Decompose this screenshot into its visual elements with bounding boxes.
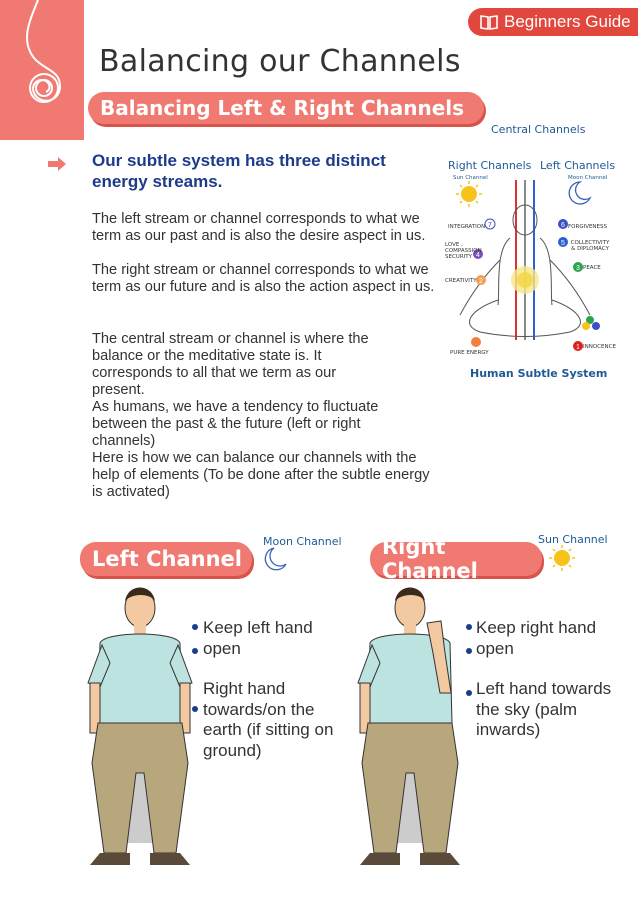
chakra-1-label: INNOCENCE — [583, 344, 616, 350]
svg-text:1: 1 — [576, 344, 580, 351]
svg-text:4: 4 — [476, 252, 480, 259]
diagram-caption: Human Subtle System — [470, 367, 608, 380]
paragraph-how-to-balance: Here is how we can balance our channels with the help of elements (To be done after the subtle energy is activated) — [92, 450, 430, 500]
paragraph-central-stream: The central stream or channel is where the balance or the meditative state is. It corresponds to all that we term as our present. — [92, 331, 369, 398]
paragraph-right-stream: The right stream or channel corresponds to what we term as our future and is also the action aspect in us. — [92, 262, 435, 295]
person-right-channel-illustration — [345, 583, 475, 868]
sun-channel-small-label: Sun Channel — [453, 175, 488, 181]
moon-channel-small-label: Moon Channel — [568, 175, 608, 181]
beginners-guide-badge[interactable] — [468, 8, 638, 36]
chakra-6-label: FORGIVENESS — [568, 224, 608, 230]
moon-icon — [262, 546, 288, 572]
right-channel-pill — [370, 535, 542, 583]
paragraph-left-stream: The left stream or channel corresponds to what we term as our past and is also the desire aspect in us. — [92, 211, 426, 244]
page-title: Balancing our Channels — [99, 44, 461, 79]
chakra-2-label: CREATIVITY — [445, 278, 477, 284]
pure-energy-label: PURE ENERGY — [450, 350, 489, 356]
left-channel-title: Left Channel — [92, 547, 242, 571]
central-channels-label: Central Channels — [491, 123, 586, 136]
sun-channel-label: Sun Channel — [538, 533, 608, 546]
left-channel-pill — [80, 542, 252, 576]
paragraph-fluctuate: As humans, we have a tendency to fluctuate between the past & the future (left or right channels) — [92, 399, 379, 449]
left-bullet-1: Keep left hand open — [203, 618, 313, 658]
chakra-5-label: COLLECTIVITY & DIPLOMACY — [570, 240, 610, 252]
section-title-pill — [88, 92, 484, 124]
person-left-channel-illustration — [80, 583, 200, 868]
svg-text:2: 2 — [479, 278, 483, 285]
arrow-right-icon — [48, 157, 66, 171]
section-title: Balancing Left & Right Channels — [100, 96, 465, 120]
right-bullet-2: Left hand towards the sky (palm inwards) — [476, 679, 612, 739]
sun-icon — [456, 181, 482, 207]
svg-text:3: 3 — [576, 265, 580, 272]
chakra-3-label: PEACE — [583, 265, 601, 271]
right-channels-label: Right Channels — [448, 159, 532, 172]
chakra-4-label: LOVE , COMPASSION SECURITY — [445, 242, 482, 260]
book-icon — [480, 14, 498, 30]
beginners-guide-label: Beginners Guide — [504, 12, 631, 31]
left-bullet-2: Right hand towards/on the earth (if sitting on ground) — [203, 679, 334, 760]
corner-decoration — [0, 0, 84, 140]
svg-text:5: 5 — [561, 240, 565, 247]
right-bullet-1: Keep right hand open — [476, 618, 597, 658]
moon-icon — [569, 182, 590, 204]
svg-text:7: 7 — [488, 222, 492, 229]
spiral-icon — [0, 0, 84, 140]
moon-channel-label: Moon Channel — [263, 535, 342, 548]
chakra-7-label: INTEGRATION — [448, 224, 486, 230]
intro-lead: Our subtle system has three distinct energy streams. — [92, 151, 386, 191]
sun-icon — [548, 544, 576, 572]
svg-text:6: 6 — [561, 222, 565, 229]
left-channels-label: Left Channels — [540, 159, 616, 172]
right-channel-title: Right Channel — [382, 535, 478, 583]
